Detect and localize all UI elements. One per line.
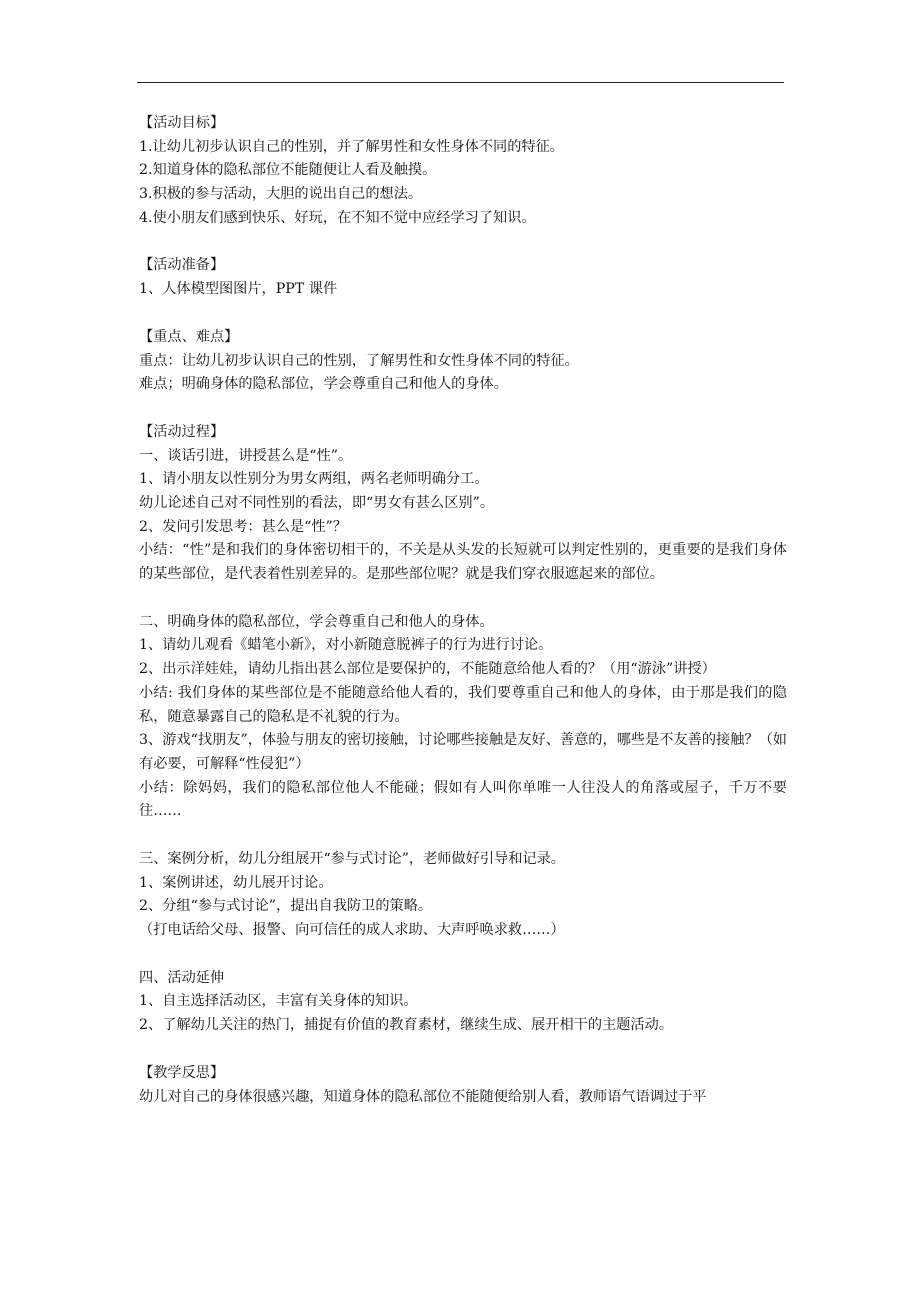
spacer [139, 587, 787, 611]
goal-item: 4.使小朋友们感到快乐、好玩，在不知不觉中应经学习了知识。 [139, 209, 536, 226]
goal-item: 3.积极的参与活动，大胆的说出自己的想法。 [139, 186, 423, 203]
spacer [139, 302, 787, 326]
process-part-2 [139, 611, 787, 824]
section-heading: 【活动过程】 [139, 423, 225, 440]
process-line: 1、案例讲述，幼儿展开讨论。 [139, 874, 333, 891]
spacer [139, 943, 787, 967]
process-paragraph: 2、出示洋娃娃，请幼儿指出甚么部位是要保护的，不能随意给他人看的？（用“游泳”讲授） [139, 661, 716, 678]
part-title: 三、案例分析，幼儿分组展开“参与式讨论”，老师做好引导和记录。 [139, 851, 565, 868]
keypoint-item: 重点：让幼儿初步认识自己的性别，了解男性和女性身体不同的特征。 [139, 352, 579, 369]
spacer [139, 230, 787, 254]
spacer [139, 1038, 787, 1062]
process-line: 2、发问引发思考：甚么是“性”？ [139, 518, 347, 535]
section-keypoints [139, 326, 787, 397]
process-line: 1、请幼儿观看《蜡笔小新》，对小新随意脱裤子的行为进行讨论。 [139, 637, 553, 654]
process-line: 2、了解幼儿关注的热门，捕捉有价值的教育素材，继续生成、展开相干的主题活动。 [139, 1017, 673, 1034]
goal-item: 1.让幼儿初步认识自己的性别，并了解男性和女性身体不同的特征。 [139, 138, 564, 155]
section-heading: 【重点、难点】 [139, 328, 239, 345]
section-reflection [139, 1062, 787, 1109]
process-part-1 [139, 445, 787, 587]
section-goals [139, 112, 787, 230]
section-heading: 【教学反思】 [139, 1064, 225, 1081]
section-heading: 【活动准备】 [139, 257, 225, 274]
section-preparation [139, 254, 787, 301]
process-line: 1、自主选择活动区，丰富有关身体的知识。 [139, 993, 418, 1010]
spacer [139, 397, 787, 421]
process-part-4 [139, 967, 787, 1038]
section-heading: 【活动目标】 [139, 115, 225, 131]
process-paragraph: 3、游戏“找朋友”，体验与朋友的密切接触，讨论哪些接触是友好、善意的，哪些是不友善的接触？（如有必要，可解释“性侵犯”） [139, 732, 787, 772]
summary-paragraph: 小结: 我们身体的某些部位是不能随意给他人看的，我们要尊重自己和他人的身体，由于那是我们的隐私，随意暴露自己的隐私是不礼貌的行为。 [139, 684, 787, 725]
section-process [139, 421, 787, 1038]
part-title: 四、活动延伸 [139, 969, 225, 986]
process-part-3 [139, 848, 787, 943]
keypoint-item: 难点；明确身体的隐私部位，学会尊重自己和他人的身体。 [139, 376, 508, 393]
goal-item: 2.知道身体的隐私部位不能随便让人看及触摸。 [139, 162, 437, 179]
header-rule [137, 82, 784, 83]
process-line: （打电话给父母、报警、向可信任的成人求助、大声呼唤求救……） [139, 922, 565, 939]
process-line: 2、分组“参与式讨论”，提出自我防卫的策略。 [139, 898, 433, 915]
summary-paragraph: 小结：“性”是和我们的身体密切相干的，不关是从头发的长短就可以判定性别的，更重要的是我们身体的某些部位，是代表着性别差异的。是那些部位呢？就是我们穿衣服遮起来的部位。 [139, 542, 787, 583]
summary-paragraph: 小结：除妈妈，我们的隐私部位他人不能碰；假如有人叫你单唯一人往没人的角落或屋子，千万不要往…… [139, 779, 787, 820]
spacer [139, 824, 787, 848]
reflection-text: 幼儿对自己的身体很感兴趣，知道身体的隐私部位不能随便给别人看，教师语气语调过于平 [139, 1088, 707, 1105]
preparation-item: 1、人体模型图图片，PPT 课件 [139, 281, 338, 298]
document-body [139, 112, 787, 1109]
process-line: 1、请小朋友以性别分为男女两组，两名老师明确分工。 [139, 471, 489, 488]
part-title: 一、谈话引进，讲授甚么是“性”。 [139, 447, 353, 464]
part-title: 二、明确身体的隐私部位，学会尊重自己和他人的身体。 [139, 613, 494, 630]
process-line: 幼儿论述自己对不同性别的看法，即“男女有甚么区别”。 [139, 494, 495, 511]
